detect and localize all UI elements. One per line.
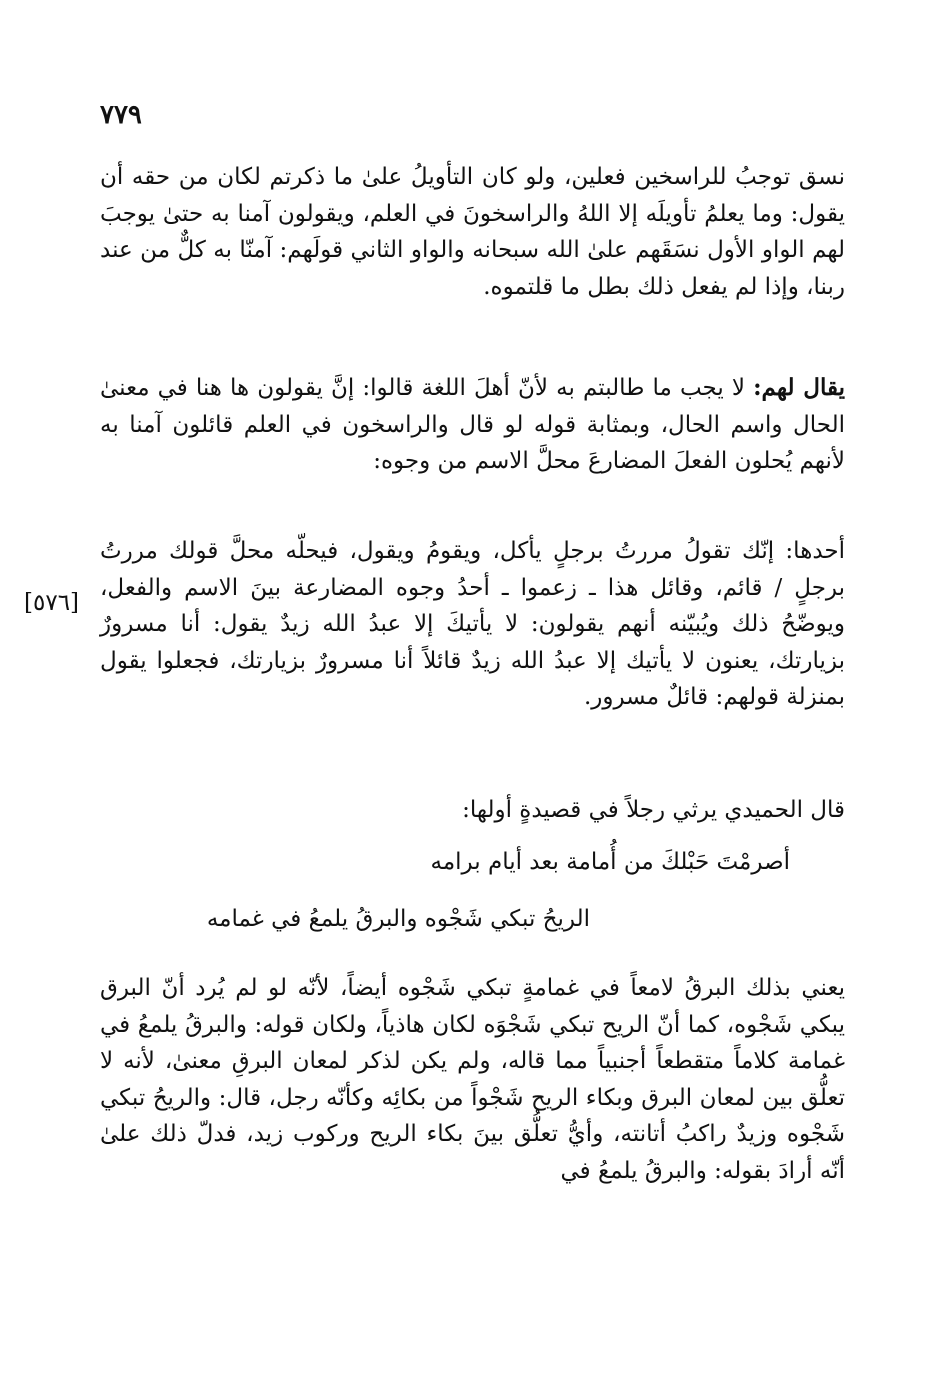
page-number: ٧٧٩ — [100, 100, 142, 130]
poem-line-2: الريحُ تبكي شَجْوه والبرقُ يلمعُ في غمامه — [206, 906, 590, 932]
paragraph-2-text — [100, 370, 845, 480]
page-marker: [٥٧٦] — [24, 590, 80, 616]
paragraph-2-body: لا يجب ما طالبتم به لأنّ أهلَ اللغة قالوا: إنَّ يقولون ها هنا في معنىٰ الحال واسم الحال، وبمثابة قوله لو قال والراسخون في العلم قائلون آمنا به لأنهم يُحلون الفعلَ المضارعَ محلَّ الاسم من وجوه: — [100, 375, 845, 474]
paragraph-2 — [100, 370, 845, 480]
paragraph-1 — [100, 159, 845, 305]
poem-line-1: أصرمْتَ حَبْلكَ من أُمامة بعد أيام برامه — [430, 849, 790, 875]
paragraph-5-text: يعني بذلك البرقُ لامعاً في غمامةٍ تبكي شَجْوه أيضاً، لأنّه لو لم يُرد أنّ البرق يبكي شَجْوه، كما أنّ الريح تبكي شَجْوَه لكان هاذياً، ولكان قوله: والبرقُ يلمعُ في غمامة كلاماً متقطعاً أجنبياً مما قاله، ولم يكن لذكر لمعان البرقِ معنىٰ، لأنه لا تعلُّق بين لمعان البرق وبكاء الريح شَجْواً من بكائِه وكأنّه رجل، قال: والريحُ تبكي شَجْوه وزيدٌ راكبُ أتانته، وأيُّ تعلُّق بينَ بكاء الريح وركوب زيد، فدلّ ذلك علىٰ أنّه أرادَ بقوله: والبرقُ يلمعُ في — [100, 975, 845, 1184]
paragraph-3 — [100, 533, 845, 716]
paragraph-2-lead: يقال لهم: — [753, 374, 846, 401]
paragraph-4-text: قال الحميدي يرثي رجلاً في قصيدةٍ أولها: — [462, 797, 845, 823]
paragraph-4 — [100, 792, 845, 829]
paragraph-3-text: أحدها: إنّك تقولُ مررتُ برجلٍ يأكل، ويقومُ ويقول، فيحلّه محلَّ قولك مررتُ برجلٍ / قائم، وقائل هذا ـ زعموا ـ أحدُ وجوه المضارعة بينَ الاسم والفعل، ويوضّحُ ذلك ويُبيّنه أنهم يقولون: لا يأتيكَ إلا عبدُ الله زيدٌ يقول: أنا مسرورٌ بزيارتك، يعنون لا يأتيك إلا عبدُ الله زيدٌ قائلاً أنا مسرورٌ بزيارتك، فجعلوا يقول بمنزلة قولهم: قائلٌ مسرور. — [100, 538, 845, 710]
paragraph-5 — [100, 970, 845, 1189]
paragraph-1-text: نسق توجبُ للراسخين فعلين، ولو كان التأويلُ علىٰ ما ذكرتم لكان من حقه أن يقول: وما يعلمُ تأويلَه إلا اللهُ والراسخونَ في العلم، ويقولون آمنا به حتىٰ يوجبَ لهم الواو الأول نسَقَهم علىٰ الله سبحانه والواو الثاني قولَهم: آمنّا به كلٌّ من عند ربنا، وإذا لم يفعل ذلك بطل ما قلتموه. — [100, 164, 845, 300]
